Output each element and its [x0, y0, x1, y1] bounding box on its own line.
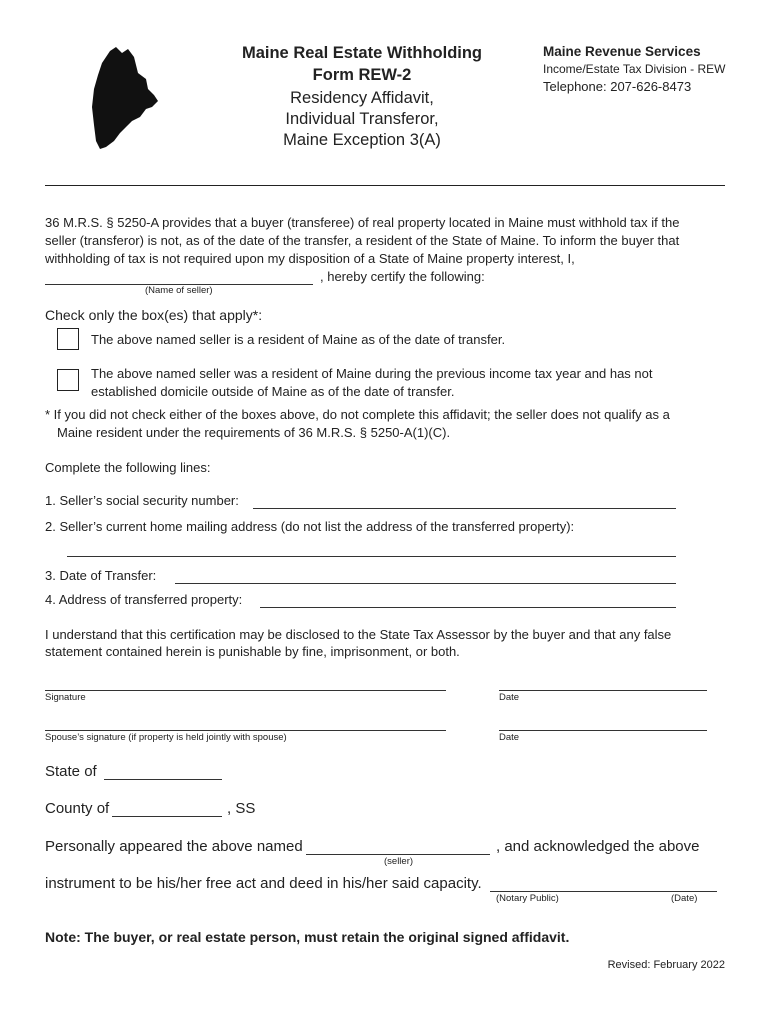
agency-telephone: Telephone: 207-626-8473 — [543, 79, 692, 94]
acknowledged-text: , and acknowledged the above — [496, 838, 700, 855]
form-subtitle-3: Maine Exception 3(A) — [283, 131, 441, 149]
revised-date: Revised: February 2022 — [607, 959, 725, 971]
state-field[interactable] — [104, 763, 222, 780]
mailing-address-label: 2. Seller’s current home mailing address (do not list the address of the transferred property): — [45, 519, 575, 534]
option-previous-text-2: established domicile outside of Maine as of the date of transfer. — [91, 384, 455, 399]
spouse-signature-caption: Spouse’s signature (if property is held jointly with spouse) — [45, 732, 287, 743]
ssn-field[interactable] — [253, 493, 676, 509]
notary-caption: (Notary Public) — [496, 893, 559, 904]
signature-date-field[interactable] — [499, 675, 707, 691]
date-of-transfer-label: 3. Date of Transfer: — [45, 568, 157, 583]
notary-field[interactable] — [490, 875, 717, 892]
county-field[interactable] — [112, 800, 222, 817]
form-subtitle-1: Residency Affidavit, — [290, 89, 434, 107]
mailing-address-field[interactable] — [67, 541, 676, 557]
property-address-label: 4. Address of transferred property: — [45, 592, 243, 607]
check-heading: Check only the box(es) that apply*: — [45, 307, 263, 323]
resident-checkbox[interactable] — [57, 328, 79, 350]
ss-label: , SS — [227, 800, 256, 817]
signature-caption: Signature — [45, 692, 86, 703]
form-subtitle-2: Individual Transferor, — [285, 110, 439, 128]
spouse-date-field[interactable] — [499, 715, 707, 731]
footnote-line-2: Maine resident under the requirements of 36 M.R.S. § 5250-A(1)(C). — [57, 425, 451, 440]
option-previous-text-1: The above named seller was a resident of Maine during the previous income tax year and has not — [91, 366, 653, 381]
previous-resident-checkbox[interactable] — [57, 369, 79, 391]
signature-date-caption: Date — [499, 692, 520, 703]
appeared-seller-field[interactable] — [306, 838, 490, 855]
notary-date-caption: (Date) — [671, 893, 698, 904]
seller-name-field[interactable] — [45, 269, 313, 285]
option-resident-text: The above named seller is a resident of Maine as of the date of transfer. — [91, 332, 506, 347]
appeared-label: Personally appeared the above named — [45, 838, 303, 855]
seller-caption: (seller) — [384, 856, 414, 867]
agency-division: Income/Estate Tax Division - REW — [543, 62, 726, 76]
signature-field[interactable] — [45, 675, 446, 691]
property-address-field[interactable] — [260, 592, 676, 608]
footer-note: Note: The buyer, or real estate person, must retain the original signed affidavit. — [45, 929, 570, 945]
lines-heading: Complete the following lines: — [45, 460, 211, 475]
state-label: State of — [45, 763, 97, 780]
spouse-date-caption: Date — [499, 732, 520, 743]
certify-text: , hereby certify the following: — [320, 269, 485, 284]
maine-state-map-icon — [88, 45, 160, 150]
instrument-text: instrument to be his/her free act and deed in his/her said capacity. — [45, 875, 482, 892]
ssn-label: 1. Seller’s social security number: — [45, 493, 239, 508]
intro-line-2: seller (transferor) is not, as of the date of the transfer, a resident of the State of Maine. To inform the buyer that — [45, 233, 680, 248]
header-divider — [45, 185, 725, 186]
intro-line-3: withholding of tax is not required upon my disposition of a State of Maine property interest, I, — [45, 251, 575, 266]
footnote-line-1: * If you did not check either of the boxes above, do not complete this affidavit; the seller does not qualify as a — [45, 407, 670, 422]
date-of-transfer-field[interactable] — [175, 568, 676, 584]
form-title: Maine Real Estate Withholding — [241, 44, 483, 62]
form-number: Form REW-2 — [312, 66, 412, 84]
declaration-line-1: I understand that this certification may be disclosed to the State Tax Assessor by the buyer and that any false — [45, 627, 672, 642]
intro-line-1: 36 M.R.S. § 5250-A provides that a buyer (transferee) of real property located in Maine must withhold tax if the — [45, 215, 680, 230]
county-label: County of — [45, 800, 110, 817]
agency-name: Maine Revenue Services — [543, 44, 701, 59]
seller-name-caption: (Name of seller) — [145, 285, 213, 296]
declaration-line-2: statement contained herein is punishable by fine, imprisonment, or both. — [45, 644, 460, 659]
spouse-signature-field[interactable] — [45, 715, 446, 731]
